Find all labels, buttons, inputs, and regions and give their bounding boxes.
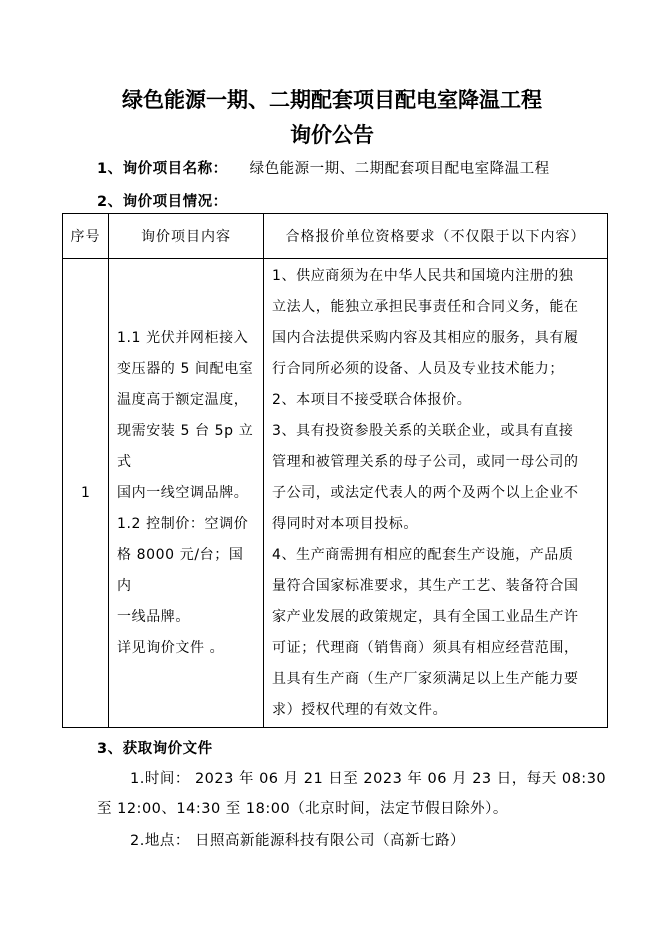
requirement-line: 求）授权代理的有效文件。 <box>272 702 448 718</box>
row-requirements <box>264 259 608 728</box>
section-1-label: 1、询价项目名称： <box>97 161 228 177</box>
requirement-line: 1、供应商须为在中华人民共和国境内注册的独 <box>272 268 574 284</box>
content-line: 变压器的 5 间配电室 <box>117 360 254 377</box>
requirements-text <box>272 259 601 726</box>
content-line: 1.2 控制价：空调价 <box>117 515 249 532</box>
content-line: 1.1 光伏并网柜接入 <box>117 329 249 346</box>
header-requirements: 合格报价单位资格要求（不仅限于以下内容） <box>264 214 608 259</box>
table-header-row <box>63 214 608 259</box>
section-1 <box>97 157 550 178</box>
content-line: 温度高于额定温度， <box>117 391 249 408</box>
section-3-label: 3、获取询价文件 <box>97 741 213 757</box>
requirement-line: 行合同所必须的设备、人员及专业技术能力； <box>272 361 564 377</box>
requirement-line: 且具有生产商（生产厂家须满足以上生产能力要 <box>272 671 579 687</box>
document-title: 绿色能源一期、二期配套项目配电室降温工程 <box>122 87 542 112</box>
requirement-line: 可证；代理商（销售商）须具有相应经营范围， <box>272 640 579 656</box>
section-3-time-line1: 1.时间： 2023 年 06 月 21 日至 2023 年 06 月 23 日，每天 08:30 <box>130 771 607 787</box>
requirement-line: 3、具有投资参股关系的关联企业，或具有直接 <box>272 423 574 439</box>
content-line: 国内一线空调品牌。 <box>117 484 249 501</box>
document-subtitle: 询价公告 <box>290 122 374 147</box>
project-name: 绿色能源一期、二期配套项目配电室降温工程 <box>249 161 550 177</box>
row-index: 1 <box>63 259 109 728</box>
requirement-line: 家产业发展的政策规定，具有全国工业品生产许 <box>272 609 579 625</box>
content-text <box>117 323 257 664</box>
requirement-line: 4、生产商需拥有相应的配套生产设施，产品质 <box>272 547 574 563</box>
content-line: 详见询价文件 。 <box>117 639 225 656</box>
content-line: 一线品牌。 <box>117 608 190 625</box>
requirement-line: 得同时对本项目投标。 <box>272 516 418 532</box>
requirement-line: 2、本项目不接受联合体报价。 <box>272 392 472 408</box>
requirement-line: 立法人，能独立承担民事责任和合同义务，能在 <box>272 299 579 315</box>
requirement-line: 量符合国家标准要求，其生产工艺、装备符合国 <box>272 578 579 594</box>
requirement-line: 子公司，或法定代表人的两个及两个以上企业不 <box>272 485 579 501</box>
requirement-line: 国内合法提供采购内容及其相应的服务，具有履 <box>272 330 579 346</box>
row-content <box>109 259 264 728</box>
header-content: 询价项目内容 <box>109 214 264 259</box>
section-3-location: 2.地点： 日照高新能源科技有限公司（高新七路） <box>130 833 465 849</box>
requirement-line: 管理和被管理关系的母子公司，或同一母公司的 <box>272 454 579 470</box>
header-index: 序号 <box>63 214 109 259</box>
content-line: 现需安装 5 台 5p 立式 <box>117 422 254 470</box>
section-3-time-line2: 至 12:00、14:30 至 18:00（北京时间，法定节假日除外）。 <box>97 801 508 817</box>
inquiry-table <box>62 213 608 728</box>
section-2-label: 2、询价项目情况： <box>97 194 228 210</box>
content-line: 格 8000 元/台；国内 <box>117 546 244 594</box>
table-row <box>63 259 608 728</box>
